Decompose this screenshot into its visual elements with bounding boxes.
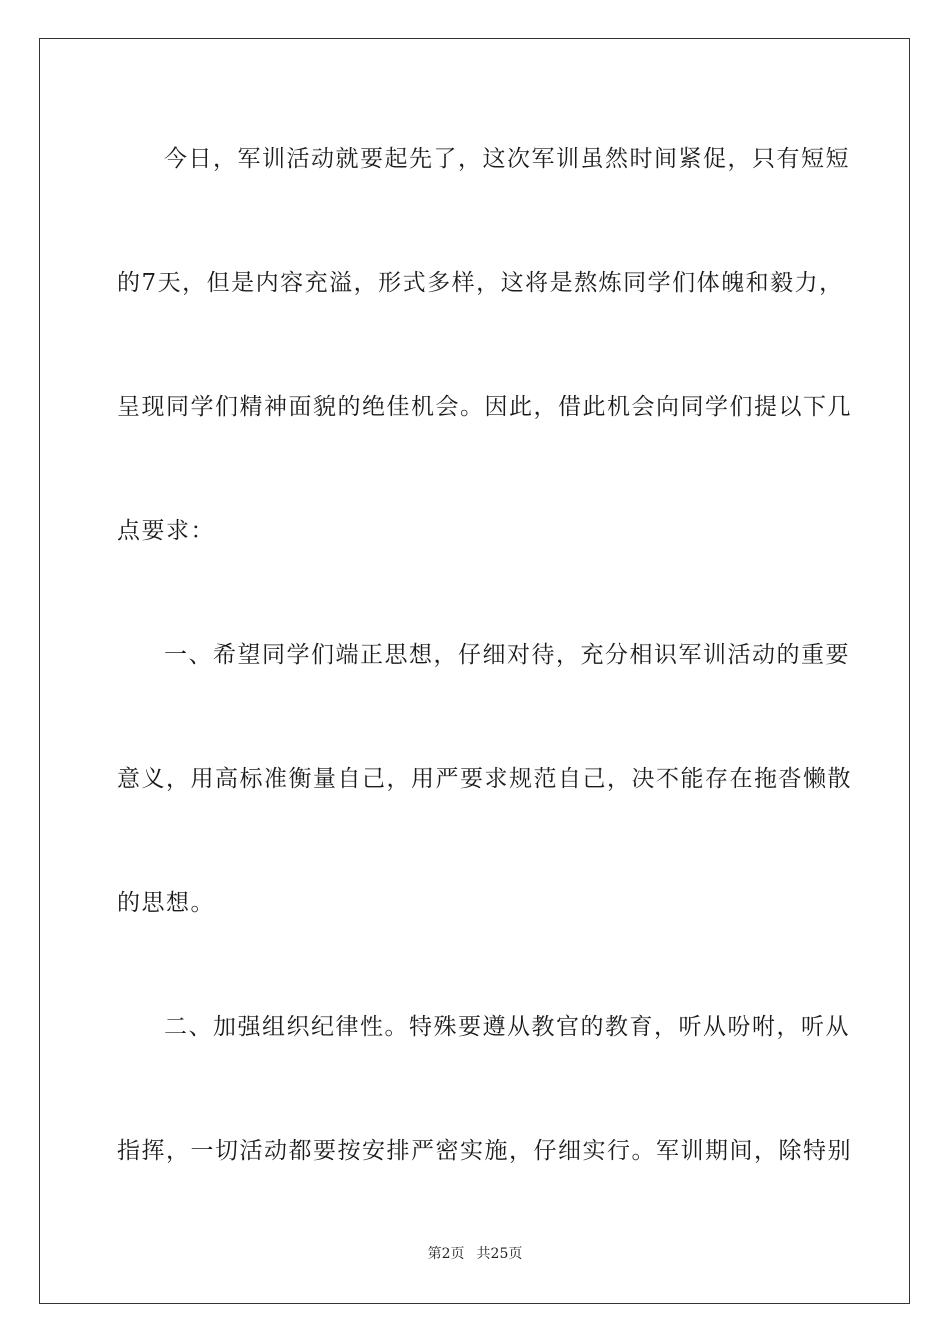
text-line-6: 意义，用高标准衡量自己，用严要求规范自己，决不能存在拖沓懒散 — [117, 766, 852, 792]
text-line-1: 今日，军训活动就要起先了，这次军训虽然时间紧促，只有短短 — [164, 146, 850, 172]
text-line-8: 二、加强组织纪律性。特殊要遵从教官的教育，听从吩咐，听从 — [164, 1014, 850, 1040]
text-line-2: 的7天，但是内容充溢，形式多样，这将是熬炼同学们体魄和毅力， — [117, 270, 844, 296]
text-line-7: 的思想。 — [117, 890, 215, 916]
document-body — [117, 128, 852, 1244]
page-footer — [0, 1244, 950, 1264]
text-line-5: 一、希望同学们端正思想，仔细对待，充分相识军训活动的重要 — [164, 642, 850, 668]
total-pages: 共25页 — [476, 1246, 523, 1262]
text-line-3: 呈现同学们精神面貌的绝佳机会。因此，借此机会向同学们提以下几 — [117, 394, 852, 420]
text-line-9: 指挥，一切活动都要按安排严密实施，仔细实行。军训期间，除特别 — [117, 1138, 852, 1164]
text-line-4: 点要求： — [117, 518, 215, 544]
page-number: 第2页 — [427, 1246, 465, 1262]
